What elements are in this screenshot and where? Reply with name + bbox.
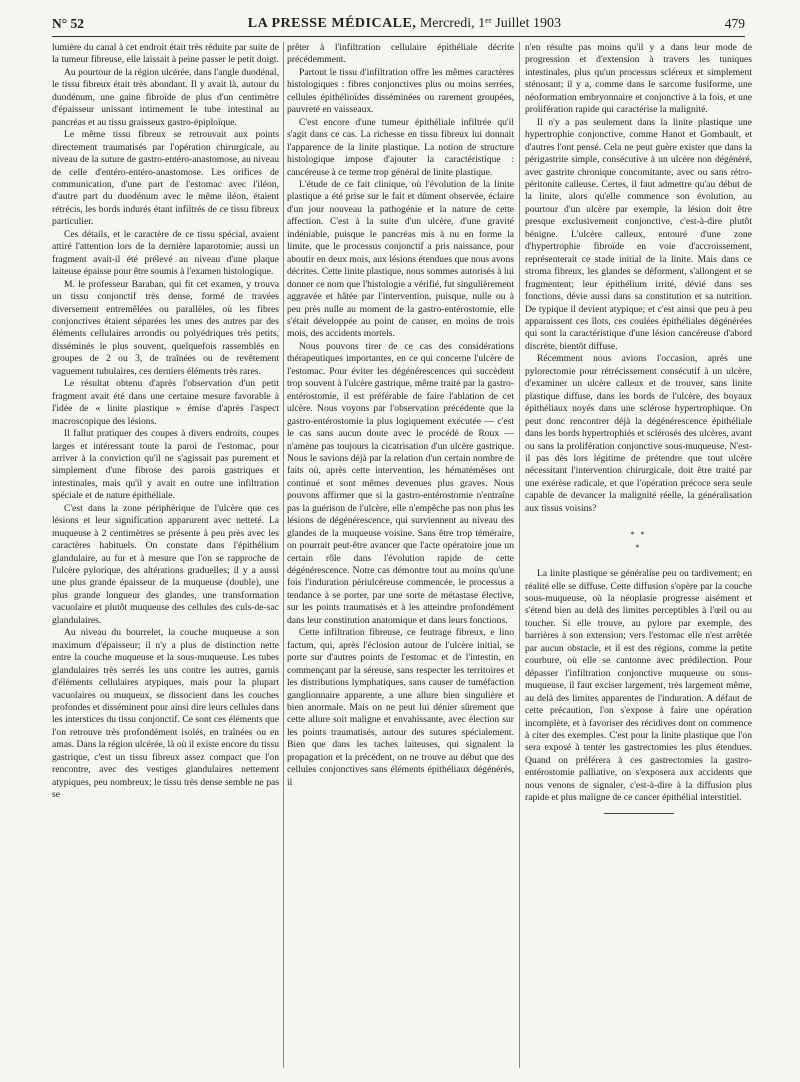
page-header xyxy=(52,12,745,37)
paragraph: Cette infiltration fibreuse, ce feutrage fibreux, e lino factum, qui, après l'éclosion autour de l'ulcère initial, se porte sur d'autres points de l'estomac et de l'intestin, en commençant par la séreuse, sans respecter les territoires et les distributions lymphatiques, sans causer de tuméfaction ganglionnaire apparente, a une allure bien singulière et bien anormale. Mais on ne peut lui dénier sûrement que cette allure soit maligne et envahissante, avec élection sur les points traumatisés, autour des sutures spécialement. Bien que dans les taches laiteuses, qui signalent la propagation et la précédent, on ne trouve au début que des cellules conjonctives sans éléments épithéliaux dégénérés, il xyxy=(287,627,514,788)
paragraph: Il n'y a pas seulement dans la linite plastique une hypertrophie conjonctive, comme Hanot et Gombault, et d'autres l'ont pensé. Cela ne peut guère exister que dans la périgastrite simple, consécutive à un ulcère non dégénéré, avec gastrite chronique concomitante, avec ou sans rétro-péritonite calleuse. Certes, il faut admettre qu'au début de la linite, alors qu'elle commence son évolution, au pourtour d'un ulcère par exemple, la lésion doit être presque exclusivement conjonctive, c'est-à-dire plutôt bénigne. L'ulcère calleux, entouré d'une zone d'hypertrophie fibroïde en voie d'accroissement, représenterait ce stade initial de la linite. Mais dans ce stroma fibreux, les glandes se déforment, s'allongent et se fragmentent; leur épithélium irrité, dévié dans ses fonctions, dévie aussi dans sa constitution et sa nutrition. De typique il devient atypique; et c'est ainsi que peu à peu apparaissent ces îlots, ces coulées épithéliales dégénérées qui sont la caractéristique d'une lésion cancéreuse d'abord discrète, bientôt diffuse. xyxy=(525,116,752,352)
paragraph: Au niveau du bourrelet, la couche muqueuse a son maximum d'épaisseur; il n'y a plus de distinction nette entre la couche muqueuse et la sous-muqueuse. Les tubes glandulaires très serrés les uns contre les autres, garnis d'éléments cellulaires atypiques, mais pour la plupart vacuolaires ou muqueux, se dissocient dans les couches profondes et disséminent pour ainsi dire leurs cellules dans les interstices du tissu conjonctif. Ce sont ces éléments que l'on retrouve très profondément isolés, en traînées ou en amas. Dans la région ulcérée, là où il existe encore du tissu gastrique, c'est un tissu fibreux assez compact que l'on rencontre, avec des vestiges glandulaires nettement atypiques, peu nombreux; le tissu très dense semble ne pas se xyxy=(52,627,279,801)
paragraph: prêter à l'infiltration cellulaire épithéliale décrite précédemment. xyxy=(287,42,514,66)
paragraph: Au pourtour de la région ulcérée, dans l'angle duodénal, le tissu fibreux était très abondant. Il y avait là, autour du duodénum, une gaine fibroïde de plus d'un centimètre d'épaisseur unissant intimement le tube intestinal au pancréas et au tissu graisseux gastro-épiploïque. xyxy=(52,66,279,128)
end-rule xyxy=(604,813,674,814)
column-divider xyxy=(283,42,284,1068)
paragraph: Ces détails, et le caractère de ce tissu spécial, avaient attiré l'attention lors de la dernière laparotomie; aussi un fragment avait-il été prélevé au niveau d'une plaque laiteuse épaisse pour être soumis à l'examen histologique. xyxy=(52,228,279,278)
paragraph: Le même tissu fibreux se retrouvait aux points directement traumatisés par l'opération chirurgicale, au niveau de la suture de gastro-entéro-anastomose, au niveau de celle d'entéro-entéro-anastomose. Les orifices de communication, d'une part de l'estomac avec l'iléon, d'autre part du duodénum avec le même iléon, étaient rétrécis, les bords indurés étant infiltrés de ce tissu fibreux particulier. xyxy=(52,129,279,228)
paragraph: Nous pouvons tirer de ce cas des considérations thérapeutiques importantes, en ce qui concerne l'ulcère de l'estomac. Pour éviter les dégénérescences qui succèdent trop souvent à l'ulcère gastrique, même traité par la gastro-entérostomie, il est préférable de faire l'ablation de cet ulcère. Nous voyons par l'observation précédente que la gastro-entérostomie la plus logiquement exécutée — c'est le cas sans aucun doute avec le procédé de Roux — n'amène pas toujours la cicatrisation d'un ulcère gastrique. Nous le savions déjà par la relation d'un certain nombre de faits où, après cette intervention, les hématémèses ont continué et sont mêmes devenues plus graves. Nous pouvons affirmer que si la gastro-entérostomie n'entraîne pas la guérison de l'ulcère, elle n'empêche pas non plus les lésions de dégénérescence, qui surviennent au niveau des glandes de la muqueuse voisine. Sans être trop téméraire, on pourrait peut-être avancer que l'acte opératoire joue un certain rôle dans l'évolution rapide de cette dégénérescence. Notre cas démontre tout au moins qu'une fois l'induration périulcéreuse commencée, le processus a tendance à se porter, par une sorte de métastase élective, sur les points traumatisés et à les atteindre profondément dans leur constitution anatomique et dans leurs fonctions. xyxy=(287,340,514,626)
paragraph: La linite plastique se généralise peu ou tardivement; en réalité elle se diffuse. Cette diffusion s'opère par la couche sous-muqueuse, où la néoplasie progresse aisément et s'étend bien au delà des limites perceptibles à l'œil ou au toucher. Si elle trouve, au pylore par exemple, des barrières à son extension; vers l'estomac elle n'est arrêtée par aucun obstacle, et il est des régions, comme la petite courbure, où elle se cantonne avec prédilection. Pour dépasser l'infiltration conjonctive muqueuse ou sous-muqueuse, il faut exciser largement, très largement même, au delà des limites apparentes de l'induration. A défaut de cette précaution, l'on s'expose à faire une opération incomplète, et à favoriser des récidives dont on commence à citer des exemples. C'est pour la linite plastique que l'on sera exposé à tenter les gastrectomies les plus étendues. Quand on préférera à ces gastrectomies la gastro-entérostomie palliative, on s'exposera aux accidents que nous venons de signaler, c'est-à-dire à la diffusion plus rapide et plus maligne de ce cancer épithélial interstitiel. xyxy=(525,568,752,804)
text-column-3 xyxy=(525,42,752,1072)
paragraph: Récemment nous avions l'occasion, après une pylorectomie pour rétrécissement consécutif à un ulcère, d'examiner un ulcère calleux et de trouver, sans linite plastique diffuse, dans les bords de l'ulcère, des boyaux épithéliaux noyés dans une sclérose hypertrophique. On peut donc rencontrer déjà la dégénérescence épithéliale dans les bords hypertrophiés et sclérosés des ulcères, avant ou sans la prolifération conjonctive sous-muqueuse. N'est-il pas dès lors légitime de prétendre que tout ulcère nécessitant l'intervention chirurgicale, doit être traité par une exérèse radicale, et que l'opération précoce sera seule capable de devancer la malignité réelle, la généralisation aux tissus voisins? xyxy=(525,353,752,514)
paragraph: lumière du canal à cet endroit était très réduite par suite de la tumeur fibreuse, elle laissait à peine passer le petit doigt. xyxy=(52,42,279,66)
paragraph: Partout le tissu d'infiltration offre les mêmes caractères histologiques : fibres conjonctives plus ou moins serrées, cellules épithélioïdes disséminées ou rarement groupées, pauvreté en vaisseaux. xyxy=(287,66,514,116)
section-separator-asterism: * * * xyxy=(630,530,647,552)
issue-date: Mercredi, 1ᵉʳ Juillet 1903 xyxy=(419,16,562,31)
paragraph: C'est dans la zone périphérique de l'ulcère que ces lésions et leur signification apparurent avec netteté. La muqueuse à 2 centimètres se présente à peu près avec les caractères habituels. On constate dans l'épithélium glandulaire, au fur et à mesure que l'on se rapproche de l'ulcère pylorique, des altérations graduelles; il y a aussi une plus grande épaisseur de la muqueuse (double), une plus grande longueur des glandes, une transformation vacuolaire et plutôt muqueuse des cellules des culs-de-sac glandulaires. xyxy=(52,502,279,626)
paragraph: Le résultat obtenu d'après l'observation d'un petit fragment avait été dans une certaine mesure favorable à l'idée de « linite plastique » émise d'après l'aspect macroscopique des lésions. xyxy=(52,378,279,427)
paragraph: n'en résulte pas moins qu'il y a dans leur mode de progression et d'extension à travers les tuniques intestinales, plus qu'un processus scléreux et simplement sténosant; il y a, comme dans le sarcome fusiforme, une néoformation embryonnaire et conjonctive à la fois, et une prolifération rapide qui caractérise la malignité. xyxy=(525,42,752,116)
paragraph: Il fallut pratiquer des coupes à divers endroits, coupes larges et intéressant toute la paroi de l'estomac, pour arriver à la conviction qu'il ne s'agissait pas purement et simplement d'une fibrose des parois gastriques et intestinales, mais qu'il y avait en outre une infiltration spéciale et de nature épithéliale. xyxy=(52,428,279,502)
text-column-1 xyxy=(52,42,279,1072)
paragraph: M. le professeur Baraban, qui fit cet examen, y trouva un tissu conjonctif très dense, formé de travées diversement entremêlées ou parallèles, où les fibres conjonctives étaient séparées les unes des autres par des éléments cellulaires arrondis ou polyédriques très petits, disséminés le plus souvent, quelquefois rassemblés en groupes de 2 ou 3, de traînées ou de revêtement vaguement tubulaires, ces derniers éléments très rares. xyxy=(52,278,279,377)
paragraph: L'étude de ce fait clinique, où l'évolution de la linite plastique a été prise sur le fait et dûment observée, éclaire d'un jour nouveau la pathogénie et la nature de cette affection. C'est à la suite d'un ulcère, d'une gravité indéniable, puisque le pancréas mis à nu en forme la limite, que le processus conjonctif a pris naissance, pour aboutir en deux mois, aux lésions étendues que nous avons décrites. Cette linite plastique, nous sommes autorisés à lui donner ce nom que l'histologie a vérifié, fut singulièrement aggravée et hâtée par l'intervention, puisque, nulle ou à peu près nulle au moment de la gastro-entérostomie, elle s'était développée au point de causer, en moins de trois mois, des accidents mortels. xyxy=(287,178,514,340)
paragraph: C'est encore d'une tumeur épithéliale infiltrée qu'il s'agit dans ce cas. La richesse en tissu fibreux lui donnait l'apparence de la linite plastique. La notion de structure histologique impose d'ajouter la caractéristique : cancéreuse à ce terme trop général de linite plastique. xyxy=(287,116,514,178)
masthead xyxy=(248,16,561,32)
column-divider xyxy=(519,42,520,1068)
page-number: 479 xyxy=(724,16,745,31)
journal-name: LA PRESSE MÉDICALE, xyxy=(247,16,417,31)
issue-number: N° 52 xyxy=(52,16,85,31)
text-column-2 xyxy=(287,42,514,1072)
